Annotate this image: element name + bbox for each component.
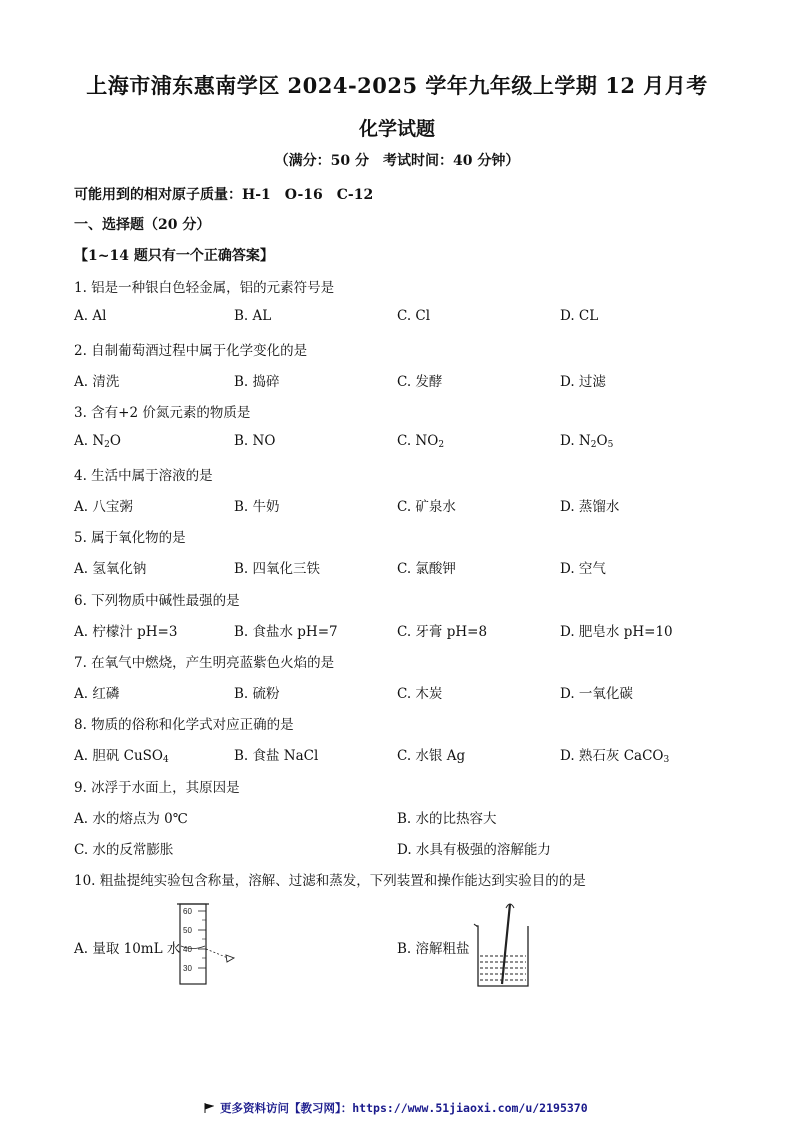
question-stem: 3. 含有+2 价氮元素的物质是 — [74, 405, 251, 421]
question-stem: 4. 生活中属于溶液的是 — [74, 468, 213, 484]
page-title: 上海市浦东惠南学区 2024-2025 学年九年级上学期 12 月月考 — [86, 73, 708, 98]
option-b: B. NO — [234, 433, 276, 449]
glass-rod — [502, 904, 510, 984]
tick-label: 50 — [183, 926, 192, 935]
question-stem: 2. 自制葡萄酒过程中属于化学变化的是 — [74, 343, 308, 359]
question-stem: 1. 铝是一种银白色轻金属，铝的元素符号是 — [74, 280, 335, 296]
option-a: A. 胆矾 CuSO$_4$ — [74, 748, 169, 765]
option-a: A. 水的熔点为 0℃ — [74, 811, 188, 827]
option-d: D. $N_2O_5$ — [560, 433, 614, 450]
option-b: B. 溶解粗盐 — [397, 941, 470, 957]
option-d: D. 空气 — [560, 561, 606, 577]
option-a: A. $N_2O$ — [74, 433, 121, 450]
option-b: B. 硫粉 — [234, 686, 280, 702]
option-c: C. 水银 Ag — [397, 748, 466, 764]
beaker-stirring-figure — [468, 898, 538, 990]
tick-label: 40 — [183, 945, 192, 954]
eye-icon — [226, 955, 234, 962]
footer-link[interactable] — [204, 1100, 588, 1116]
question-stem: 9. 冰浮于水面上，其原因是 — [74, 780, 240, 796]
option-a: A. 量取 10mL 水 — [74, 941, 181, 957]
option-d: D. 肥皂水 pH=10 — [560, 624, 673, 640]
question-stem: 7. 在氧气中燃烧，产生明亮蓝紫色火焰的是 — [74, 655, 335, 671]
option-d: D. 一氧化碳 — [560, 686, 633, 702]
option-c: C. 发酵 — [397, 374, 443, 390]
option-a: A. 八宝粥 — [74, 499, 133, 515]
option-a: A. 清洗 — [74, 374, 120, 390]
exam-info: （满分：50 分 考试时间：40 分钟） — [274, 153, 520, 169]
option-b: B. 食盐 NaCl — [234, 748, 319, 764]
option-c: C. Cl — [397, 308, 431, 324]
option-b: B. 四氧化三铁 — [234, 561, 321, 577]
option-b: B. 水的比热容大 — [397, 811, 497, 827]
option-c: C. 牙膏 pH=8 — [397, 624, 488, 640]
question-stem: 5. 属于氧化物的是 — [74, 530, 186, 546]
option-c: C. 矿泉水 — [397, 499, 456, 515]
option-d: D. 熟石灰 CaCO$_3$ — [560, 748, 670, 765]
section-subheading: 【1~14 题只有一个正确答案】 — [74, 248, 274, 264]
option-c: C. 水的反常膨胀 — [74, 842, 174, 858]
option-d: D. 蒸馏水 — [560, 499, 620, 515]
sight-line — [206, 949, 228, 958]
option-d: D. 过滤 — [560, 374, 606, 390]
option-a: A. 柠檬汁 pH=3 — [74, 624, 178, 640]
option-b: B. 食盐水 pH=7 — [234, 624, 338, 640]
option-d: D. CL — [560, 308, 599, 324]
section-heading: 一、选择题（20 分） — [74, 217, 211, 233]
tick-label: 30 — [183, 964, 192, 973]
option-a: A. Al — [74, 308, 107, 324]
question-stem: 6. 下列物质中碱性最强的是 — [74, 593, 240, 609]
option-b: B. AL — [234, 308, 272, 324]
option-c: C. 氯酸钾 — [397, 561, 456, 577]
footer-text[interactable]: 更多资料访问【教习网】：https://www.51jiaoxi.com/u/2195370 — [220, 1101, 588, 1115]
option-c: C. 木炭 — [397, 686, 443, 702]
option-b: B. 牛奶 — [234, 499, 280, 515]
question-stem: 10. 粗盐提纯实验包含称量，溶解、过滤和蒸发，下列装置和操作能达到实验目的的是 — [74, 873, 586, 889]
question-stem: 8. 物质的俗称和化学式对应正确的是 — [74, 717, 294, 733]
tick-label: 60 — [183, 907, 192, 916]
atomic-mass-line: 可能用到的相对原子质量：H-1 O-16 C-12 — [74, 187, 374, 203]
option-a: A. 红磷 — [74, 686, 120, 702]
subject-title: 化学试题 — [358, 118, 435, 140]
option-d: D. 水具有极强的溶解能力 — [397, 842, 551, 858]
option-c: C. $NO_2$ — [397, 433, 445, 450]
flag-icon — [204, 1103, 214, 1113]
graduated-cylinder-figure — [172, 900, 242, 988]
option-b: B. 捣碎 — [234, 374, 280, 390]
beaker-lip — [474, 924, 478, 926]
option-a: A. 氢氧化钠 — [74, 561, 147, 577]
